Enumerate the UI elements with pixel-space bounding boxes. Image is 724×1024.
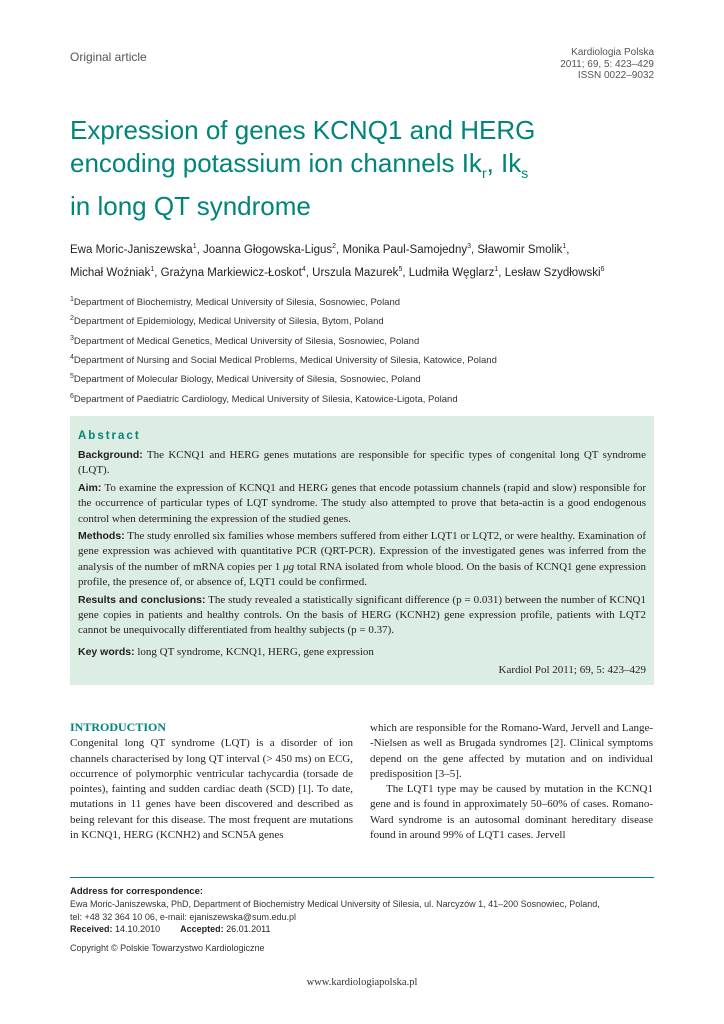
column-left — [70, 720, 353, 843]
footer-url[interactable]: www.kardiologiapolska.pl — [306, 977, 418, 988]
title-separator: , Ik — [486, 148, 522, 178]
accepted-date: 26.01.2011 — [226, 923, 271, 934]
introduction-paragraph: The LQT1 type may be caused by mutation in the KCNQ1 gene and is found in approximately 50–60% of cases. Romano-Ward syndrome is an autosomal dominant hereditary disease found in around 99% of LQT1 cases. Jervell — [370, 783, 653, 842]
affiliation-num: 5 — [70, 373, 74, 381]
author: Urszula Mazurek — [312, 266, 399, 279]
affiliation — [70, 350, 670, 369]
abstract-heading: Abstract — [78, 430, 141, 442]
author: Michał Woźniak — [70, 266, 151, 279]
introduction-paragraph: Congenital long QT syndrome (LQT) is a disorder of ion channels characterised by long QT interval (> 450 ms) on ECG, occurrence of polymorphic ventricular tachycardia (torsade de pointes), fainting and sudden cardiac death (SCD) [1]. To date, mutations in 11 genes have been discovered and described as being relevant for this disease. The most frequent are mutations in KCNQ1, HERG (KCNH2) and SCN5A genes — [70, 737, 353, 842]
divider — [70, 877, 654, 878]
journal-info — [560, 47, 654, 82]
affiliation — [70, 331, 670, 350]
title-sub-s: s — [521, 165, 529, 182]
abstract-background — [78, 448, 646, 479]
author: Sławomir Smolik — [477, 243, 563, 256]
author: Ludmiła Węglarz — [408, 266, 495, 279]
keywords-text: long QT syndrome, KCNQ1, HERG, gene expression — [134, 645, 374, 658]
background-label: Background: — [78, 449, 143, 461]
affiliation-list — [70, 292, 670, 408]
abstract-results — [78, 593, 646, 639]
abstract-box — [70, 416, 654, 685]
author-aff: 1 — [562, 243, 567, 250]
author: Monika Paul-Samojedny — [342, 243, 468, 256]
received-accepted — [70, 923, 654, 935]
author-aff: 1 — [494, 265, 499, 273]
affiliation — [70, 389, 670, 408]
correspondence-address: Ewa Moric-Janiszewska, PhD, Department of Biochemistry Medical University of Silesia, ul. Narcyzów 1, 41–200 Sosnowiec, Poland, — [70, 899, 600, 910]
affiliation-num: 4 — [70, 354, 74, 362]
received-date: 14.10.2010 — [115, 923, 161, 934]
correspondence-block — [70, 886, 654, 954]
methods-unit: μg — [283, 560, 295, 573]
section-label: Original article — [70, 50, 147, 64]
title-line-2: encoding potassium ion channels Ik — [70, 148, 482, 178]
volume-info: 2011; 69, 5: 423–429 — [560, 58, 654, 70]
author: Ewa Moric-Janiszewska — [70, 243, 193, 256]
copyright: Copyright © Polskie Towarzystwo Kardiologiczne — [70, 943, 265, 954]
journal-name: Kardiologia Polska — [571, 47, 654, 58]
author: Grażyna Markiewicz-Łoskot — [160, 266, 302, 279]
title-line-3: in long QT syndrome — [70, 191, 311, 222]
column-right — [370, 721, 653, 843]
author-list: Ewa Moric-Janiszewska$^1$, Joanna Głogowska-Ligus$^2$, Monika Paul-Samojedny$^3$, Sławomir Smolik$^1$, Michał Woźniak$^1$, Grażyna Markiewicz-Łoskot$^4$, Urszula Mazurek$^5$, Ludmiła Węglarz$^1$, Lesław Szydłowski$^6$ — [70, 243, 605, 279]
accepted-label: Accepted: — [180, 923, 224, 934]
author-aff: 6 — [600, 265, 605, 273]
citation: Kardiol Pol 2011; 69, 5: 423–429 — [498, 664, 646, 677]
author-aff: 4 — [301, 265, 306, 273]
title-sub-r: r — [481, 165, 487, 182]
correspondence-contact: tel: +48 32 364 10 06, e-mail: ejaniszewska@sum.edu.pl — [70, 911, 297, 922]
aim-label: Aim: — [78, 481, 102, 494]
correspondence-heading: Address for correspondence: — [70, 886, 204, 897]
affiliation-num: 2 — [70, 315, 74, 323]
abstract-aim — [78, 481, 646, 527]
affiliation — [70, 311, 670, 330]
affiliation-text: Department of Medical Genetics, Medical University of Silesia, Sosnowiec, Poland — [73, 335, 420, 347]
author-aff: 2 — [332, 243, 337, 250]
article-title — [70, 114, 670, 223]
keywords-label: Key words: — [78, 645, 135, 658]
issn: ISSN 0022–9032 — [577, 70, 654, 81]
introduction-paragraph: which are responsible for the Romano-Ward, Jervell and Lange--Nielsen as well as Brugada syndromes [2]. Clinical symptoms depend on the gene affected by mutation and on individual predisposition [3–5]. — [370, 722, 653, 780]
affiliation-num: 6 — [70, 392, 74, 400]
affiliation-num: 1 — [70, 296, 74, 303]
author: Joanna Głogowska-Ligus — [203, 243, 333, 256]
affiliation — [70, 369, 670, 388]
affiliation-num: 3 — [70, 334, 74, 342]
author-aff: 1 — [192, 243, 197, 250]
background-text: The KCNQ1 and HERG genes mutations are responsible for specific types of congenital long QT syndrome (LQT). — [78, 449, 646, 477]
abstract-methods — [78, 529, 646, 591]
affiliation-text: Department of Paediatric Cardiology, Medical University of Silesia, Katowice-Ligota, Poland — [73, 393, 458, 405]
author: Lesław Szydłowski — [504, 266, 601, 279]
received-label: Received: — [70, 923, 113, 934]
author-aff: 1 — [150, 265, 155, 273]
affiliation-text: Department of Epidemiology, Medical University of Silesia, Bytom, Poland — [73, 316, 384, 328]
results-label: Results and conclusions: — [78, 593, 206, 606]
affiliation — [70, 292, 670, 311]
author-aff: 5 — [398, 265, 403, 273]
abstract-keywords — [78, 645, 646, 660]
methods-text: The study enrolled six families whose members suffered from either LQT1 or LQT2, or were healthy. Examination of gene expression was achieved with quantitative PCR (QRT-PCR). Expression of the investigated genes was inferred from the analysis of the number of mRNA copies per 1 — [78, 530, 646, 573]
aim-text: To examine the expression of KCNQ1 and HERG genes that encode potassium channels (rapid and slow) responsible for the occurrence of particular types of LQT syndrome. The study also attempted to prove that beta-actin is a good endogenous control when determining the expression of the studied genes. — [78, 481, 646, 525]
title-line-1: Expression of genes KCNQ1 and HERG — [70, 115, 536, 145]
affiliation-text: Department of Molecular Biology, Medical University of Silesia, Sosnowiec, Poland — [73, 374, 421, 386]
affiliation-text: Department of Nursing and Social Medical Problems, Medical University of Silesia, Katowice, Poland — [73, 355, 497, 367]
results-text: The study revealed a statistically significant difference (p = 0.031) between the number of KCNQ1 gene copies in patients and healthy controls. On the basis of HERG (KCNH2) gene expression profile, patients with LQT2 cannot be unequivocally differentiated from healthy subjects (p = 0.37). — [78, 593, 646, 637]
author-aff: 3 — [467, 243, 471, 250]
methods-label: Methods: — [78, 530, 125, 543]
methods-text-cont: total RNA isolated from whole blood. On the basis of KCNQ1 gene expression profile, the presence of, or absence of, LQT1 could be confirmed. — [78, 560, 646, 589]
introduction-heading: INTRODUCTION — [70, 720, 167, 734]
affiliation-text: Department of Biochemistry, Medical University of Silesia, Sosnowiec, Poland — [73, 297, 401, 309]
